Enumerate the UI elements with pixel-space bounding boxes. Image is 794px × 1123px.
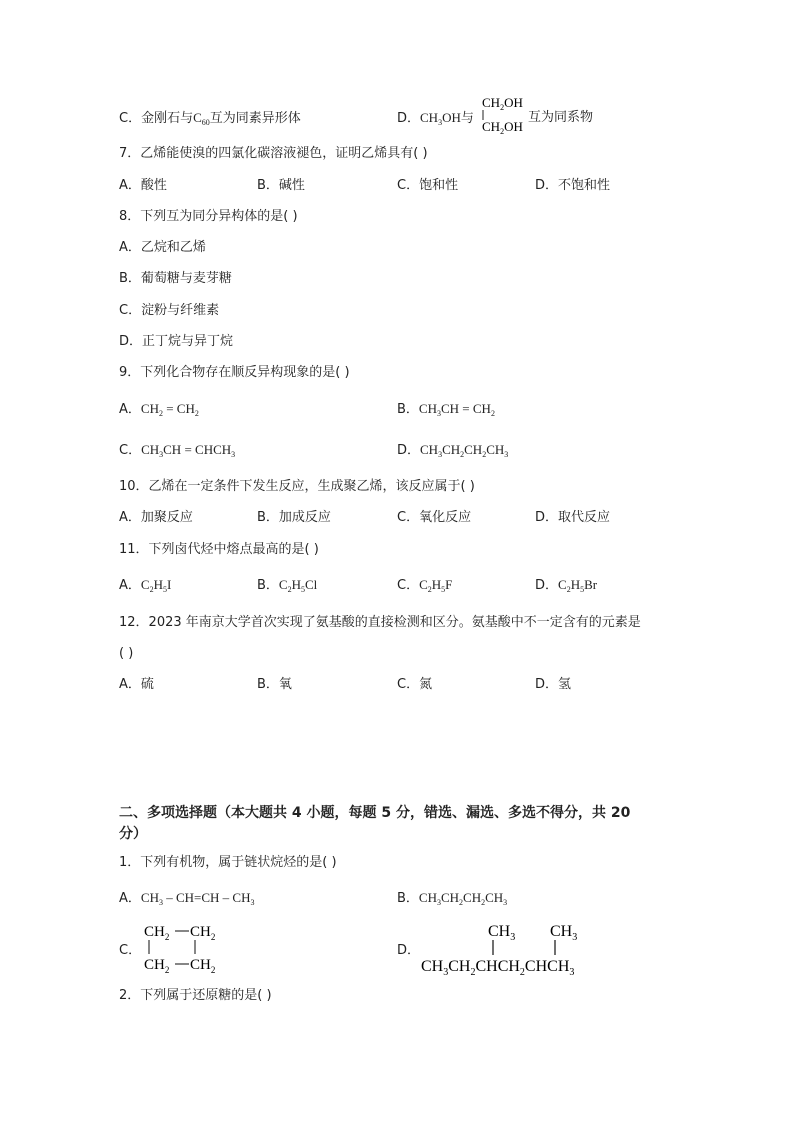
q10-stem: 10．乙烯在一定条件下发生反应，生成聚乙烯，该反应属于( ): [119, 479, 475, 494]
m1-d-label: D．: [397, 943, 421, 958]
main-chain: $CH_3CH_2CHCH_2CHCH_3$: [421, 958, 575, 978]
q8-option-b[interactable]: B．葡萄糖与麦芽糖: [119, 271, 232, 286]
q12-stem: 12．2023 年南京大学首次实现了氨基酸的直接检测和区分。氨基酸中不一定含有的元素是: [119, 615, 641, 630]
q8-option-c[interactable]: C．淀粉与纤维素: [119, 303, 220, 318]
q11-b-label: B．: [257, 578, 279, 593]
ring-ch2-bottom-right: $CH_2$: [190, 957, 216, 975]
m1-option-b[interactable]: [397, 890, 507, 907]
q9-option-a[interactable]: [119, 401, 199, 418]
m1-branched-alkane-structure: [418, 918, 618, 978]
q7-option-c[interactable]: C．饱和性: [397, 178, 459, 193]
m1-stem: 1．下列有机物，属于链状烷烃的是( ): [119, 855, 337, 870]
q6-option-c[interactable]: [119, 110, 301, 127]
q12-option-a[interactable]: A．硫: [119, 677, 154, 692]
ring-ch2-top-left: $CH_2$: [144, 924, 170, 942]
m1-b-label: B．: [397, 891, 419, 906]
m1-a-label: A．: [119, 891, 141, 906]
branch-ch3-1: $CH_3$: [488, 923, 516, 943]
m2-stem: 2．下列属于还原糖的是( ): [119, 988, 272, 1003]
q9-c-label: C．: [119, 443, 142, 458]
q9-b-formula: $CH_3CH = CH_2$: [418, 401, 495, 418]
m1-option-a[interactable]: [119, 890, 254, 907]
q6-c-subscript: 60: [201, 118, 210, 127]
q9-a-formula: $CH_2 = CH_2$: [140, 401, 199, 418]
q11-c-label: C．: [397, 578, 420, 593]
q6-option-c-suffix: 互为同素异形体: [209, 111, 301, 126]
q12-option-d[interactable]: D．氢: [535, 677, 572, 692]
q7-option-a[interactable]: A．酸性: [119, 178, 167, 193]
m1-option-d[interactable]: [397, 943, 420, 959]
m1-b-formula: $CH_3CH_2CH_2CH_3$: [418, 890, 508, 907]
q9-d-formula: $CH_3CH_2CH_2CH_3$: [420, 442, 509, 459]
q11-d-formula: $C_2H_5Br$: [558, 577, 598, 594]
q12-blank: ( ): [119, 646, 134, 661]
q7-option-b[interactable]: B．碱性: [257, 178, 305, 193]
ring-ch2-top-right: $CH_2$: [190, 924, 216, 942]
m1-cyclobutane-structure: [142, 920, 232, 976]
q6-option-d-formula: $CH_3OH$: [420, 110, 461, 127]
q9-option-d[interactable]: [397, 442, 508, 459]
q11-option-b[interactable]: [257, 577, 317, 594]
q10-option-b[interactable]: B．加成反应: [257, 510, 331, 525]
q9-stem: 9．下列化合物存在顺反异构现象的是( ): [119, 365, 350, 380]
q9-option-c[interactable]: [119, 442, 235, 459]
q10-option-d[interactable]: D．取代反应: [535, 510, 611, 525]
q8-stem: 8．下列互为同分异构体的是( ): [119, 209, 298, 224]
m1-option-c[interactable]: [119, 943, 141, 959]
q6-option-d-prefix: D．: [397, 111, 421, 126]
q8-option-d[interactable]: D．正丁烷与异丁烷: [119, 334, 234, 349]
q8-option-a[interactable]: A．乙烷和乙烯: [119, 240, 206, 255]
q11-d-label: D．: [535, 578, 559, 593]
q11-b-formula: $C_2H_5Cl$: [278, 577, 318, 594]
branch-ch3-2: $CH_3$: [550, 923, 578, 943]
q6-option-d[interactable]: [397, 110, 474, 127]
m1-c-label: C．: [119, 943, 142, 958]
q7-stem: 7．乙烯能使溴的四氯化碳溶液褪色，证明乙烯具有( ): [119, 146, 428, 161]
section-heading-line2: 分）: [119, 826, 147, 842]
q11-a-formula: $C_2H_5I$: [140, 577, 172, 594]
q11-a-label: A．: [119, 578, 141, 593]
q6-option-d-suffix: 互为同系物: [528, 110, 594, 125]
q6-option-c-prefix: C．金刚石与: [119, 111, 194, 126]
q12-option-b[interactable]: B．氧: [257, 677, 292, 692]
q6-option-c-formula: [193, 110, 210, 125]
q11-option-d[interactable]: [535, 577, 597, 594]
q6-option-d-mid: 与: [460, 111, 474, 126]
q6-d-top-group: $CH_2OH$: [482, 95, 523, 112]
section-heading-line1: 二、多项选择题（本大题共 4 小题，每题 5 分，错选、漏选、多选不得分，共 20: [119, 805, 631, 821]
q11-option-c[interactable]: [397, 577, 452, 594]
q12-option-c[interactable]: C．氮: [397, 677, 433, 692]
q9-d-label: D．: [397, 443, 421, 458]
q6-ethylene-glycol-structure: [478, 94, 528, 136]
q6-d-bottom-group: $CH_2OH$: [482, 119, 523, 136]
ring-ch2-bottom-left: $CH_2$: [144, 957, 170, 975]
q6-c-symbol: C: [193, 110, 202, 125]
q11-option-a[interactable]: [119, 577, 171, 594]
m1-a-formula: $CH_3 - CH=CH - CH_3$: [140, 890, 255, 907]
q9-option-b[interactable]: [397, 401, 495, 418]
q9-b-label: B．: [397, 402, 419, 417]
q10-option-a[interactable]: A．加聚反应: [119, 510, 193, 525]
q9-a-label: A．: [119, 402, 141, 417]
q10-option-c[interactable]: C．氧化反应: [397, 510, 472, 525]
q9-c-formula: $CH_3CH$ = $CHCH_3$: [141, 442, 236, 459]
q11-stem: 11．下列卤代烃中熔点最高的是( ): [119, 542, 319, 557]
q11-c-formula: $C_2H_5F$: [419, 577, 453, 594]
q7-option-d[interactable]: D．不饱和性: [535, 178, 611, 193]
